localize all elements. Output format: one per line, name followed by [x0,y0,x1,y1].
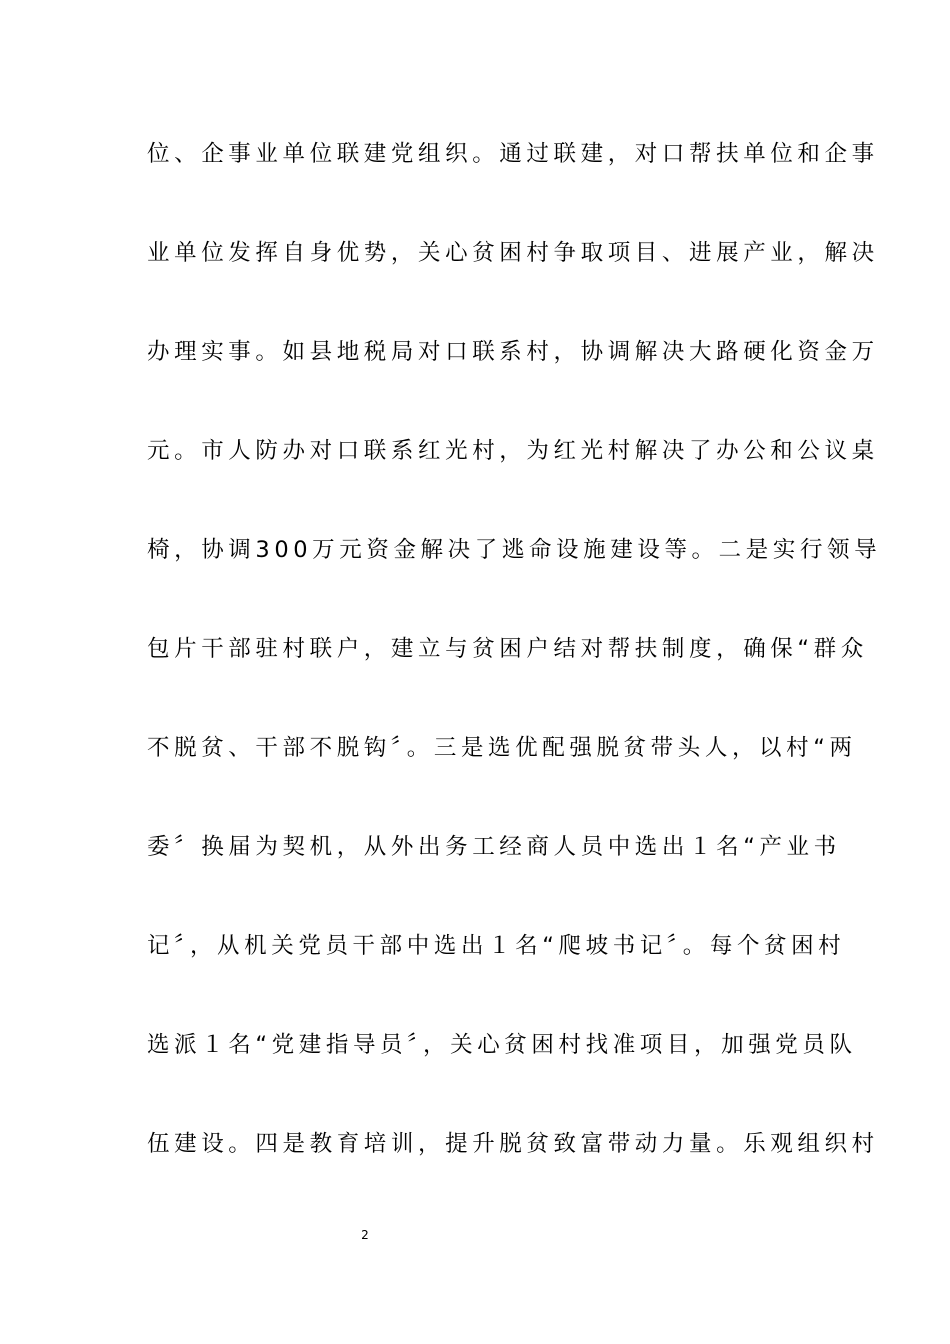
text-line: 椅，协调300万元资金解决了逃命设施建设等。二是实行领导 [147,537,882,563]
text-line: 不脱贫、干部不脱钩〞。三是选优配强脱贫带头人，以村“两 [147,735,857,761]
text-line: 委〞换届为契机，从外出务工经商人员中选出１名“产业书 [147,834,841,860]
text-line: 伍建设。四是教育培训，提升脱贫致富带动力量。乐观组织村 [147,1131,879,1157]
page-number: 2 [361,1228,369,1242]
text-line: 元。市人防办对口联系红光村，为红光村解决了办公和公议桌 [147,438,879,464]
text-line: 选派１名“党建指导员〞，关心贫困村找准项目，加强党员队 [147,1032,857,1058]
text-line: 办理实事。如县地税局对口联系村，协调解决大路硬化资金万 [147,339,879,365]
text-line: 业单位发挥自身优势，关心贫困村争取项目、进展产业，解决 [147,240,879,266]
text-line: 记〞，从机关党员干部中选出１名“爬坡书记〞。每个贫困村 [147,933,846,959]
text-line: 包片干部驻村联户，建立与贫困户结对帮扶制度，确保“群众 [147,636,868,662]
body-paragraph [147,128,882,1217]
text-line: 位、企事业单位联建党组织。通过联建，对口帮扶单位和企事 [147,141,879,167]
